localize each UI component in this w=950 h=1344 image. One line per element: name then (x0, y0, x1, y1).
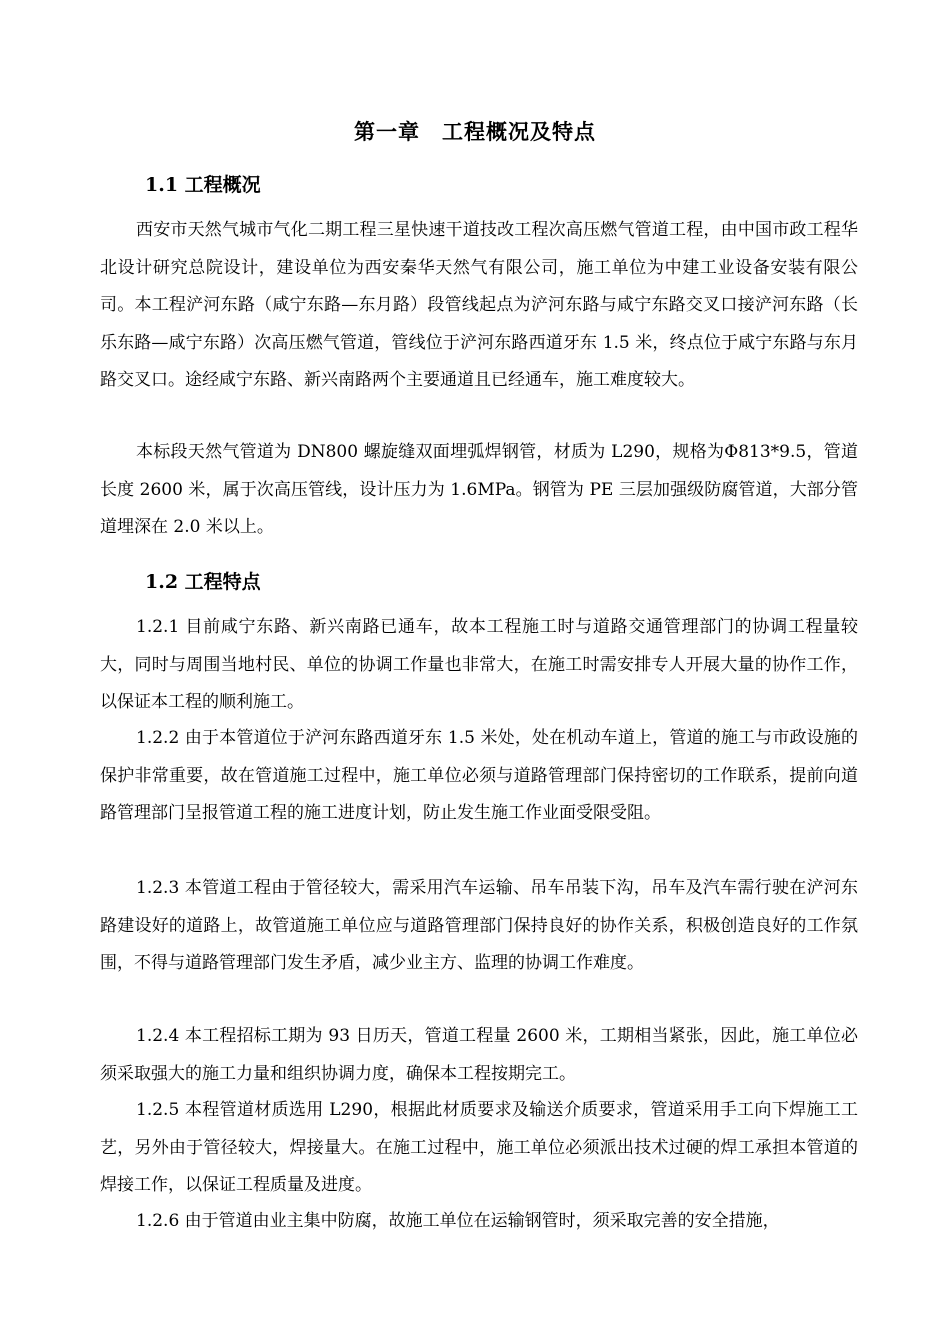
paragraph-overview-2: 本标段天然气管道为 DN800 螺旋缝双面埋弧焊钢管，材质为 L290，规格为Φ813*9.5，管道长度 2600 米，属于次高压管线，设计压力为 1.6MPa。钢管为 PE 三层加强级防腐管道，大部分管道埋深在 2.0 米以上。 (100, 442, 858, 537)
paragraph-feature-1-2-2: 1.2.2 由于本管道位于浐河东路西道牙东 1.5 米处，处在机动车道上，管道的施工与市政设施的保护非常重要，故在管道施工过程中，施工单位必须与道路管理部门保持密切的工作联系，提前向道路管理部门呈报管道工程的施工进度计划，防止发生施工作业面受限受阻。 (100, 728, 858, 823)
paragraph-overview-1: 西安市天然气城市气化二期工程三星快速干道技改工程次高压燃气管道工程，由中国市政工程华北设计研究总院设计，建设单位为西安秦华天然气有限公司，施工单位为中建工业设备安装有限公司。本工程浐河东路（咸宁东路—东月路）段管线起点为浐河东路与咸宁东路交叉口接浐河东路（长乐东路—咸宁东路）次高压燃气管道，管线位于浐河东路西道牙东 1.5 米，终点位于咸宁东路与东月路交叉口。途经咸宁东路、新兴南路两个主要通道且已经通车，施工难度较大。 (100, 220, 858, 390)
paragraph-feature-1-2-4: 1.2.4 本工程招标工期为 93 日历天，管道工程量 2600 米，工期相当紧张，因此，施工单位必须采取强大的施工力量和组织协调力度，确保本工程按期完工。 (100, 1026, 858, 1084)
paragraph-feature-1-2-6: 1.2.6 由于管道由业主集中防腐，故施工单位在运输钢管时，须采取完善的安全措施， (136, 1211, 780, 1231)
paragraph-feature-1-2-3: 1.2.3 本管道工程由于管径较大，需采用汽车运输、吊车吊装下沟，吊车及汽车需行驶在浐河东路建设好的道路上，故管道施工单位应与道路管理部门保持良好的协作关系，积极创造良好的工作氛围，不得与道路管理部门发生矛盾，减少业主方、监理的协调工作难度。 (100, 878, 858, 973)
paragraph-feature-1-2-1: 1.2.1 目前咸宁东路、新兴南路已通车，故本工程施工时与道路交通管理部门的协调工程量较大，同时与周围当地村民、单位的协调工作量也非常大，在施工时需安排专人开展大量的协作工作，以保证本工程的顺利施工。 (100, 617, 858, 712)
section-heading-1-2: 1.2 工程特点 (145, 571, 261, 593)
paragraph-feature-1-2-5: 1.2.5 本程管道材质选用 L290，根据此材质要求及输送介质要求，管道采用手工向下焊施工工艺，另外由于管径较大，焊接量大。在施工过程中，施工单位必须派出技术过硬的焊工承担本管道的焊接工作，以保证工程质量及进度。 (100, 1100, 858, 1195)
chapter-title: 第一章 工程概况及特点 (354, 119, 596, 144)
section-heading-1-1: 1.1 工程概况 (145, 174, 261, 196)
